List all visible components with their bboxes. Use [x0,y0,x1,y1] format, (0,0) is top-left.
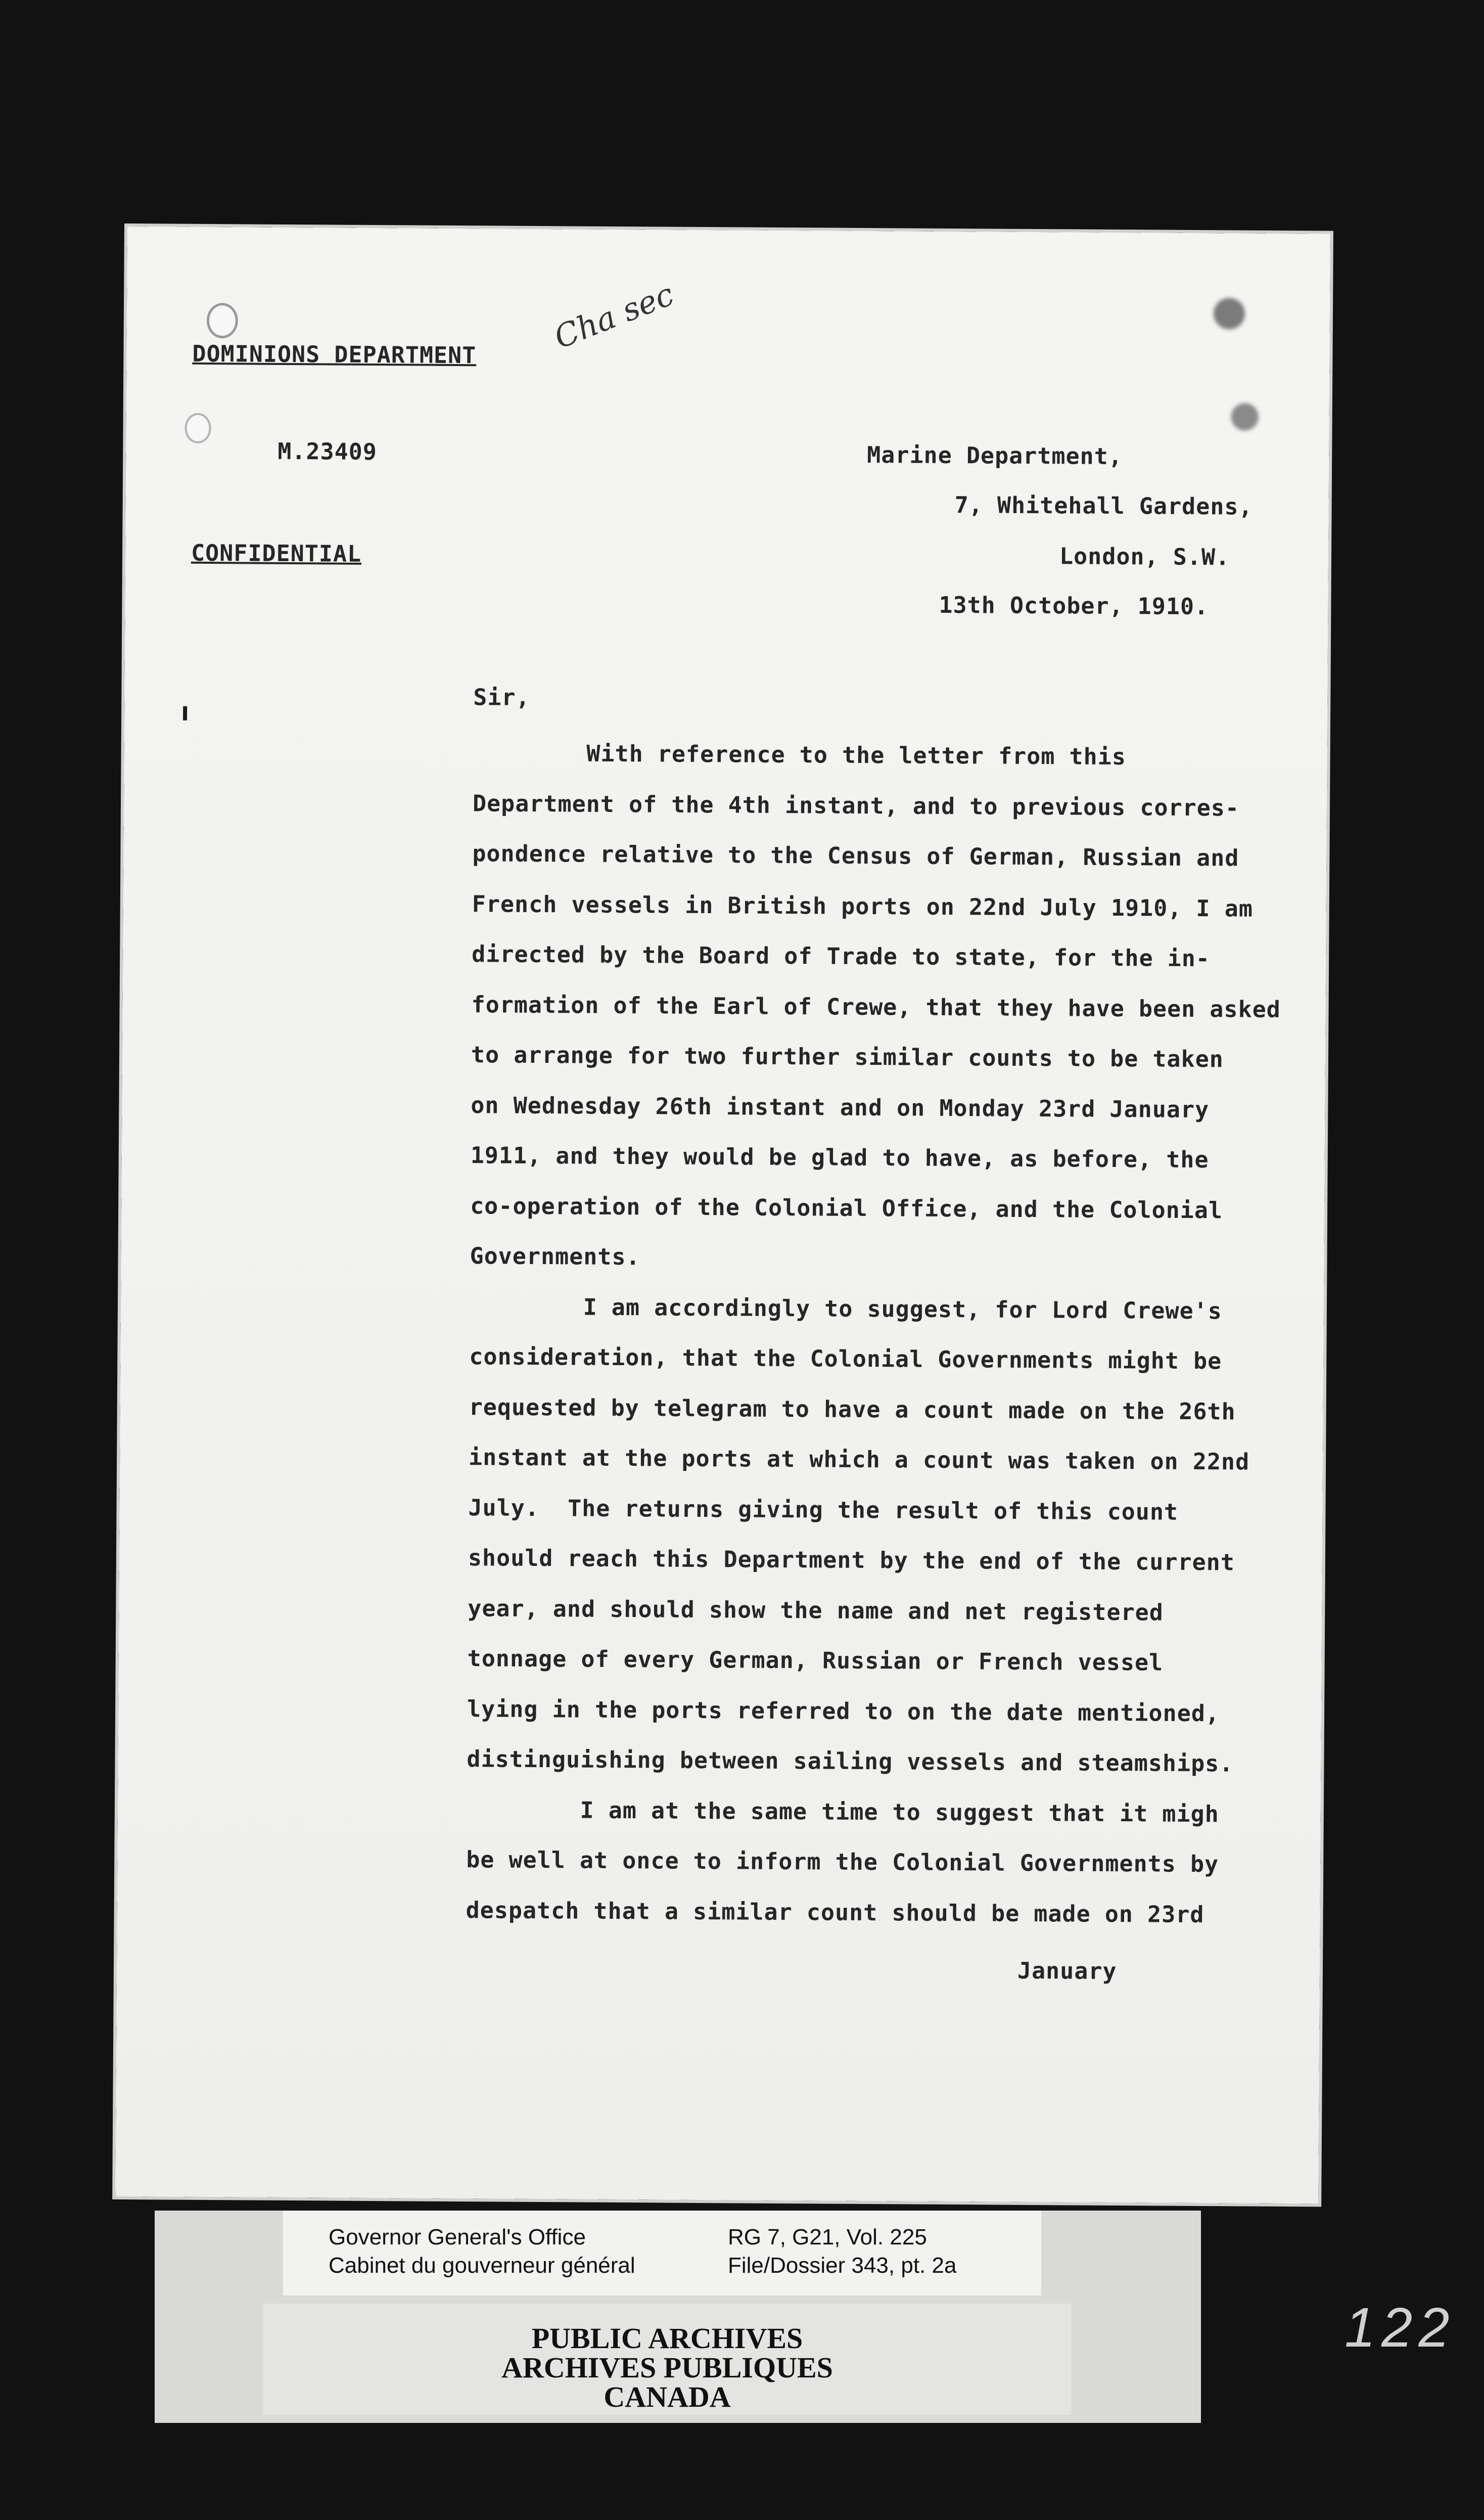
body-line: distinguishing between sailing vessels and steamships. [467,1745,1234,1777]
body-line: Department of the 4th instant, and to previous corres- [472,789,1240,821]
office-english: Governor General's Office [329,2225,586,2249]
body-line: With reference to the letter from this [473,739,1127,771]
body-line: Governments. [470,1242,640,1271]
archives-country: CANADA [604,2380,731,2413]
body-line: consideration, that the Colonial Governments might be [469,1343,1222,1375]
department-heading: DOMINIONS DEPARTMENT [192,340,477,369]
body-line: July. The returns giving the result of this count [468,1494,1179,1525]
ink-blot [1231,403,1259,430]
body-line: French vessels in British ports on 22nd July 1910, I am [472,890,1254,922]
confidential-marking: CONFIDENTIAL [191,539,362,567]
margin-mark [183,706,187,721]
punch-hole [184,413,211,443]
body-line: year, and should show the name and net registered [468,1594,1164,1626]
archives-english: PUBLIC ARCHIVES [531,2322,803,2355]
body-line: I am at the same time to suggest that it migh [466,1795,1219,1827]
body-line: despatch that a similar count should be made on 23rd [466,1896,1204,1928]
letter-page [115,227,1330,2203]
body-line: co-operation of the Colonial Office, and the Colonial [470,1192,1223,1224]
address-line-2: 7, Whitehall Gardens, [954,491,1253,520]
body-line: instant at the ports at which a count was taken on 22nd [468,1444,1250,1475]
handwritten-annotation: Cha sec [549,275,679,356]
body-line: 1911, and they would be glad to have, as before, the [470,1142,1209,1174]
ink-blot [1214,298,1245,329]
archives-stamp [263,2304,1072,2415]
frame-number: 122 [1344,2297,1456,2359]
body-line: pondence relative to the Census of German, Russian and [472,840,1239,872]
body-line: tonnage of every German, Russian or French vessel [467,1645,1164,1676]
record-group: RG 7, G21, Vol. 225 [728,2225,927,2249]
reference-number: M.23409 [277,437,378,466]
archive-reference-card [283,2211,1041,2296]
body-line: I am accordingly to suggest, for Lord Crewe's [469,1292,1223,1324]
punch-hole [207,303,238,338]
body-line: requested by telegram to have a count made on the 26th [469,1393,1236,1425]
letter-date: 13th October, 1910. [939,591,1209,620]
file-number: File/Dossier 343, pt. 2a [728,2253,957,2278]
body-line: be well at once to inform the Colonial Governments by [466,1846,1219,1878]
body-line: to arrange for two further similar counts to be taken [471,1041,1224,1073]
catchword: January [1017,1957,1117,1985]
body-line: on Wednesday 26th instant and on Monday 23rd January [471,1091,1210,1123]
address-line-1: Marine Department, [867,441,1123,470]
address-line-3: London, S.W. [1059,543,1230,571]
office-french: Cabinet du gouverneur général [329,2253,635,2278]
body-line: directed by the Board of Trade to state, for the in- [472,940,1211,972]
archives-french: ARCHIVES PUBLIQUES [501,2351,833,2384]
body-line: formation of the Earl of Crewe, that they have been asked [471,991,1281,1023]
salutation: Sir, [473,684,530,711]
body-line: lying in the ports referred to on the date mentioned, [467,1695,1220,1727]
body-line: should reach this Department by the end of the current [468,1544,1235,1576]
